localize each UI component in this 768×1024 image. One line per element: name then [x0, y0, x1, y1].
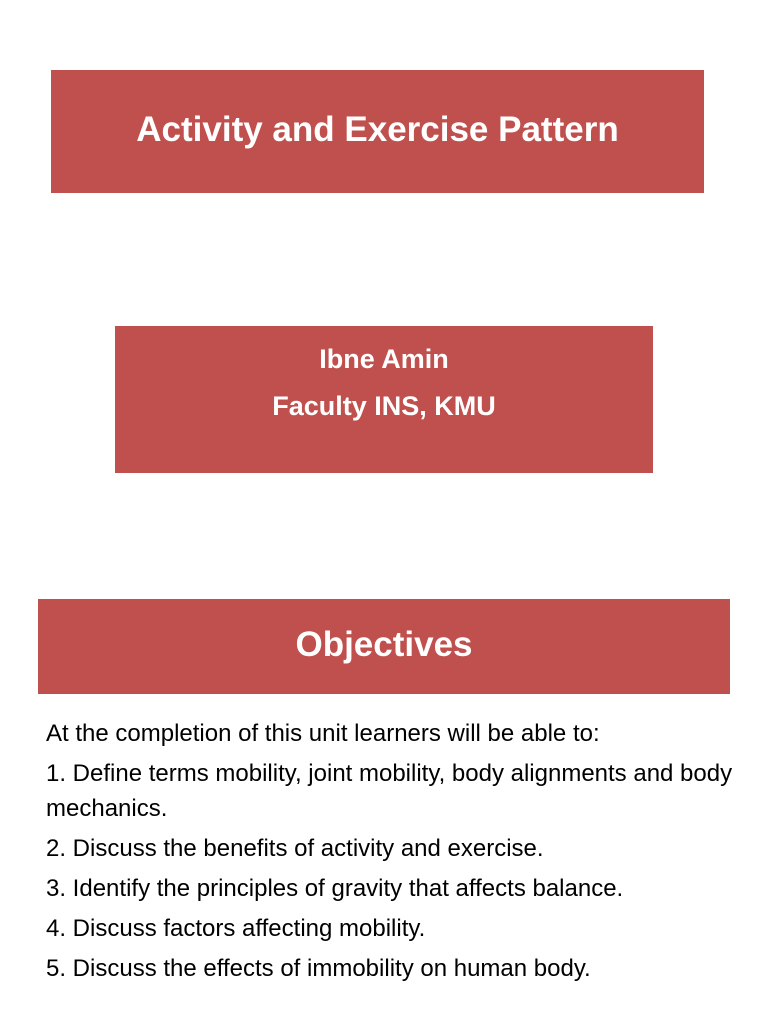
objective-item-1: 1. Define terms mobility, joint mobility, body alignments and body mechanics. [46, 760, 733, 822]
author-banner [115, 326, 653, 473]
title-banner [51, 70, 704, 193]
objectives-list [46, 716, 736, 991]
objective-item-4: 4. Discuss factors affecting mobility. [46, 915, 426, 942]
objectives-banner [38, 599, 730, 694]
objective-item-2: 2. Discuss the benefits of activity and exercise. [46, 835, 544, 862]
objective-item-5: 5. Discuss the effects of immobility on human body. [46, 955, 591, 982]
author-name: Ibne Amin [319, 344, 449, 374]
slide-title: Activity and Exercise Pattern [136, 109, 619, 149]
author-affiliation: Faculty INS, KMU [272, 391, 496, 421]
objectives-intro: At the completion of this unit learners will be able to: [46, 720, 600, 747]
objectives-heading: Objectives [295, 625, 473, 664]
objective-item-3: 3. Identify the principles of gravity that affects balance. [46, 875, 624, 902]
